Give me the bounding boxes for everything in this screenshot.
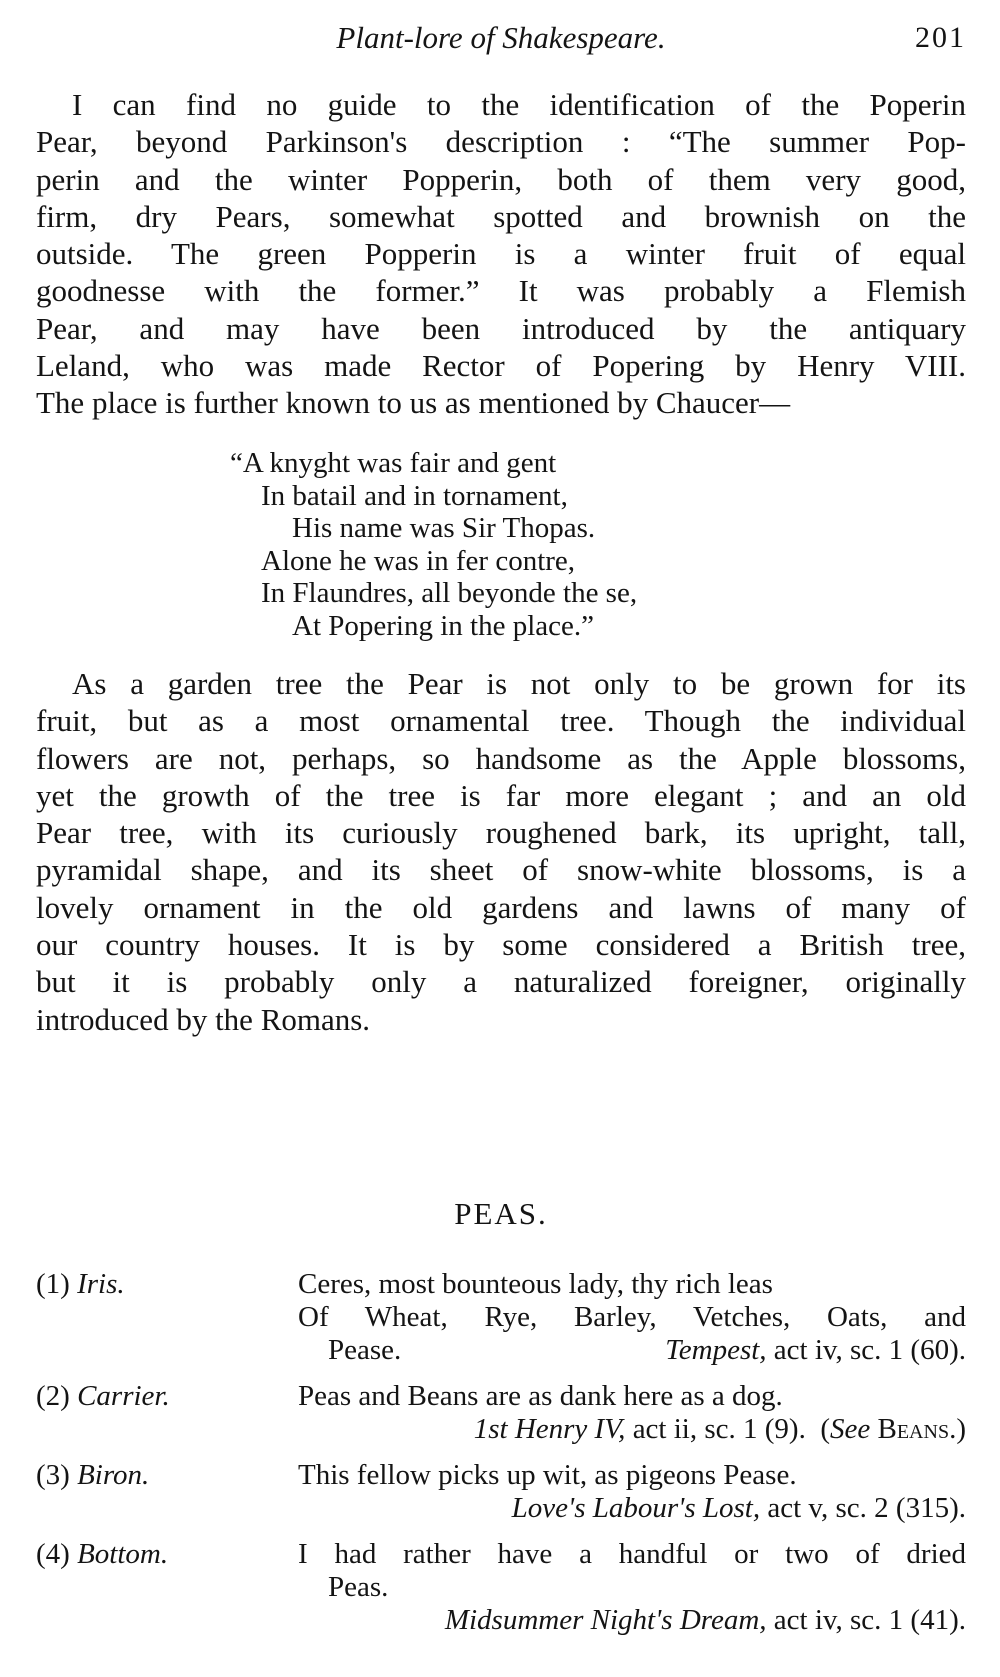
- text-line: yet the growth of the tree is far more elegant ; and an old: [36, 777, 966, 813]
- citation-number: (4): [36, 1538, 70, 1570]
- citation-speaker: [36, 1459, 149, 1492]
- quote-line: Peas.: [328, 1571, 389, 1603]
- citation-number: (2): [36, 1380, 70, 1412]
- citation-speaker: [36, 1380, 170, 1413]
- quote-line: This fellow picks up wit, as pigeons Pease.: [298, 1459, 797, 1491]
- text-line: goodnesse with the former.” It was probably a Flemish: [36, 273, 966, 309]
- poem-line: Alone he was in fer contre,: [261, 544, 576, 577]
- play-title: 1st Henry IV,: [473, 1413, 626, 1445]
- citation-source: [298, 1604, 966, 1637]
- page-number: 201: [915, 21, 966, 54]
- citation-entry: [36, 1268, 966, 1367]
- act-scene-ref: act ii, sc. 1 (9).: [632, 1413, 806, 1445]
- chaucer-quotation: [230, 447, 637, 642]
- text-line: flowers are not, perhaps, so handsome as the Apple blossoms,: [36, 740, 966, 776]
- citation-source: [298, 1413, 966, 1446]
- poem-line: “A knyght was fair and gent: [230, 447, 557, 479]
- running-title: Plant-lore of Shakespeare.: [336, 20, 666, 55]
- citations-list: [36, 1268, 966, 1650]
- act-scene-ref: act iv, sc. 1 (41).: [773, 1604, 966, 1636]
- act-scene-ref: act v, sc. 2 (315).: [767, 1492, 966, 1524]
- text-line: The place is further known to us as mentioned by Chaucer—: [36, 385, 791, 421]
- quote-line: I had rather have a handful or two of dried: [298, 1538, 966, 1570]
- quote-line: Ceres, most bounteous lady, thy rich leas: [298, 1268, 773, 1300]
- play-title: Midsummer Night's Dream,: [444, 1604, 767, 1636]
- citation-number: (3): [36, 1459, 70, 1491]
- citation-body: [298, 1538, 966, 1637]
- citation-body: [298, 1459, 966, 1525]
- poem-line: In batail and in tornament,: [261, 479, 568, 512]
- text-line: pyramidal shape, and its sheet of snow-white blossoms, is a: [36, 852, 966, 888]
- quote-line: Peas and Beans are as dank here as a dog.: [298, 1380, 783, 1412]
- citation-body: [298, 1268, 966, 1367]
- text-line: Pear, beyond Parkinson's description : “The summer Pop-: [36, 124, 966, 160]
- text-line: but it is probably only a naturalized foreigner, originally: [36, 964, 966, 1000]
- speaker-name: Bottom.: [77, 1538, 169, 1570]
- paragraph-poperin-pear: [36, 86, 966, 422]
- citation-source: [298, 1492, 966, 1525]
- paragraph-garden-pear: [36, 665, 966, 1038]
- text-line: Leland, who was made Rector of Popering by Henry VIII.: [36, 348, 966, 384]
- citation-source: [298, 1334, 966, 1367]
- see-also-word: See: [830, 1413, 871, 1445]
- play-title: Love's Labour's Lost,: [511, 1492, 761, 1524]
- text-line: firm, dry Pears, somewhat spotted and brownish on the: [36, 198, 966, 234]
- citation-speaker: [36, 1538, 168, 1571]
- poem-line: At Popering in the place.”: [292, 609, 594, 642]
- text-line: Pear, and may have been introduced by the antiquary: [36, 310, 966, 346]
- see-also-close: .): [949, 1413, 966, 1445]
- see-also-target: Beans: [877, 1413, 950, 1445]
- text-line: introduced by the Romans.: [36, 1001, 371, 1037]
- citation-entry: [36, 1459, 966, 1525]
- text-line: outside. The green Popperin is a winter fruit of equal: [36, 236, 966, 272]
- text-line: Pear tree, with its curiously roughened bark, its upright, tall,: [36, 815, 966, 851]
- section-title-peas: PEAS.: [454, 1196, 548, 1231]
- running-head: [36, 18, 966, 62]
- speaker-name: Carrier.: [77, 1380, 170, 1412]
- act-scene-ref: act iv, sc. 1 (60).: [773, 1334, 966, 1366]
- text-line: I can find no guide to the identification of the Poperin: [72, 87, 966, 122]
- citation-number: (1): [36, 1268, 70, 1300]
- citation-body: [298, 1380, 966, 1446]
- text-line: fruit, but as a most ornamental tree. Though the individual: [36, 703, 966, 739]
- text-line: As a garden tree the Pear is not only to be grown for its: [72, 666, 966, 701]
- text-line: lovely ornament in the old gardens and lawns of many of: [36, 889, 966, 925]
- speaker-name: Biron.: [77, 1459, 150, 1491]
- citation-speaker: [36, 1268, 125, 1301]
- quote-line: Of Wheat, Rye, Barley, Vetches, Oats, and: [298, 1301, 966, 1333]
- speaker-name: Iris.: [77, 1268, 125, 1300]
- poem-line: In Flaundres, all beyonde the se,: [261, 577, 638, 609]
- text-line: perin and the winter Popperin, both of them very good,: [36, 161, 966, 197]
- see-also-open: (: [820, 1413, 830, 1445]
- poem-line: His name was Sir Thopas.: [292, 512, 596, 544]
- text-line: our country houses. It is by some considered a British tree,: [36, 927, 966, 963]
- quote-line: Pease.: [328, 1334, 402, 1366]
- citation-entry: [36, 1380, 966, 1446]
- citation-entry: [36, 1538, 966, 1637]
- play-title: Tempest,: [665, 1334, 767, 1366]
